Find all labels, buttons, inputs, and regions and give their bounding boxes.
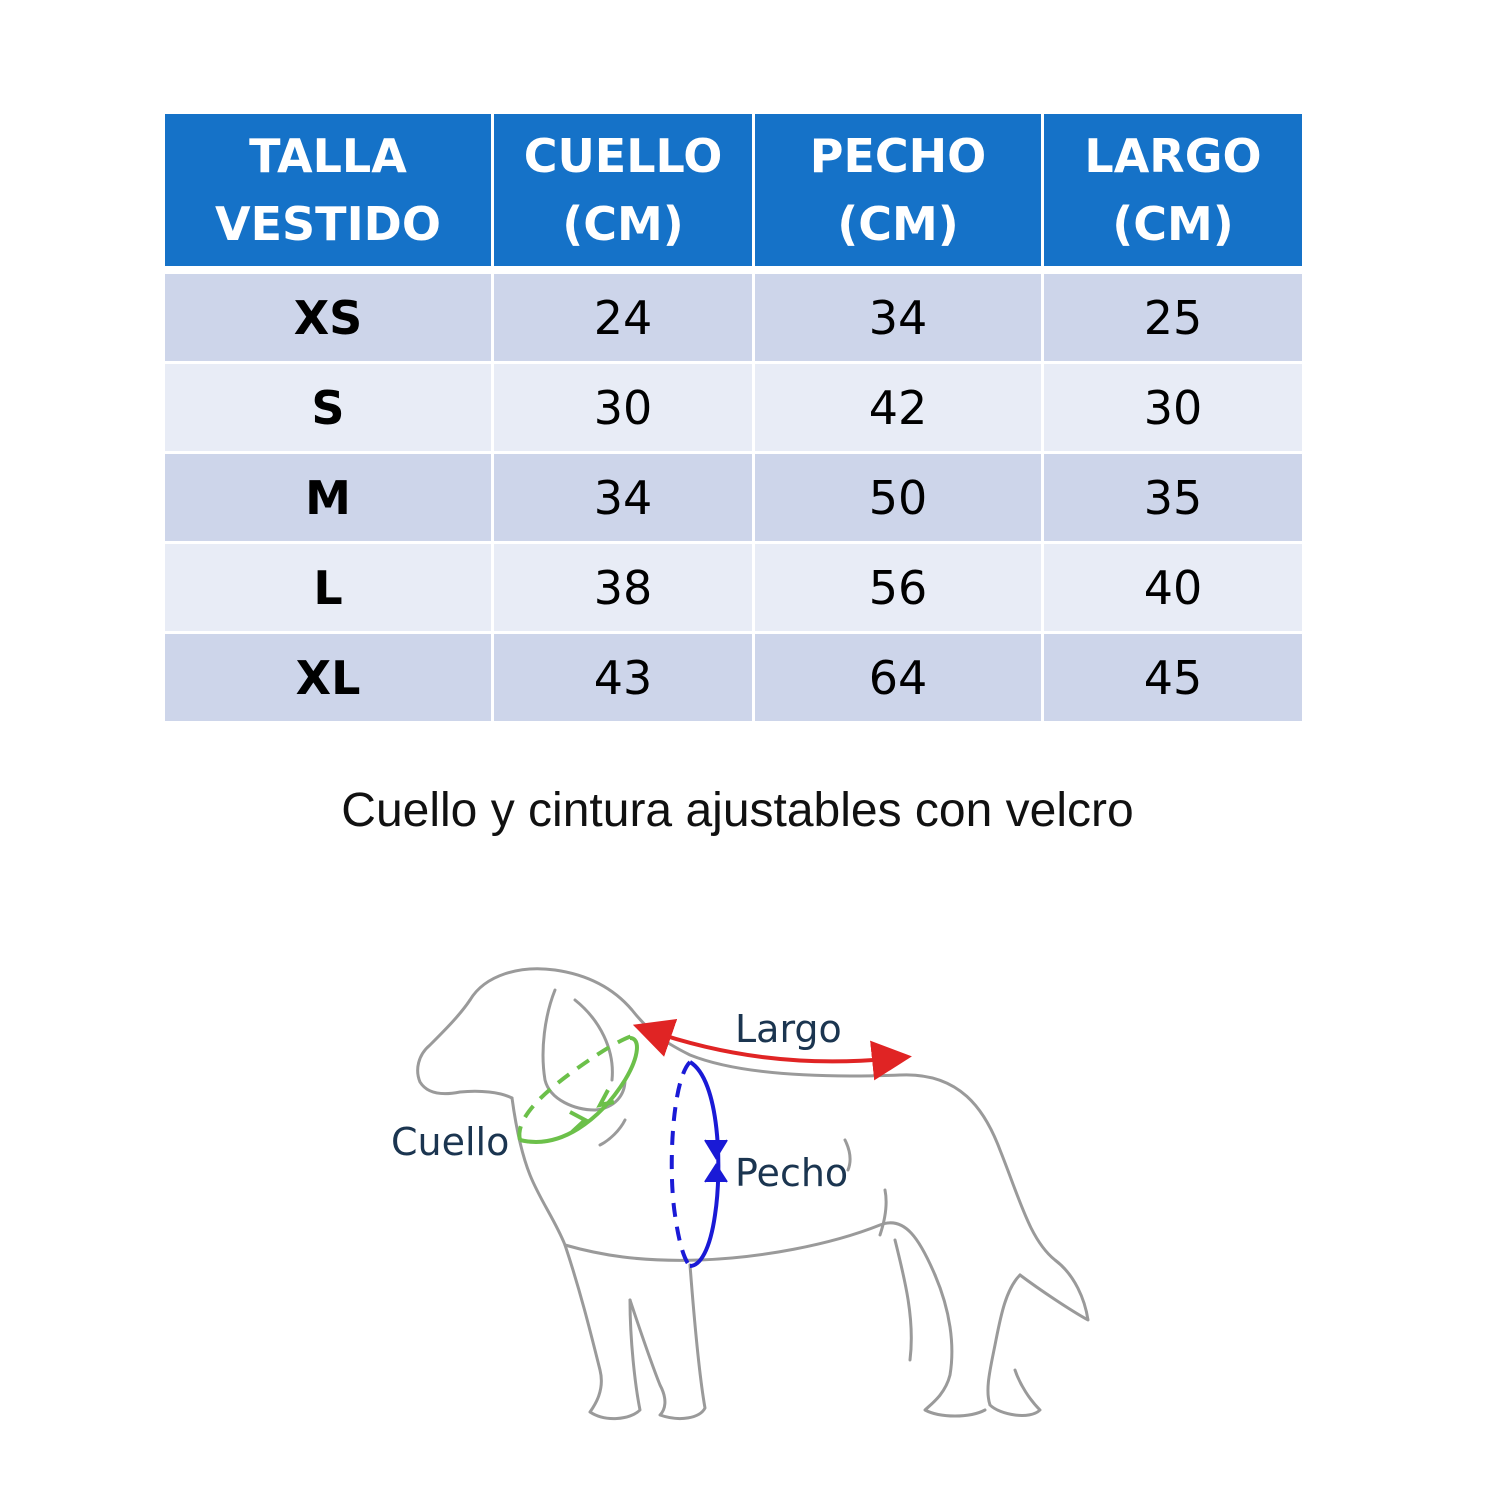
cuello-cell: 43 <box>494 634 752 721</box>
size-cell: XL <box>165 634 491 721</box>
size-cell: M <box>165 454 491 541</box>
pecho-cell: 34 <box>755 274 1041 361</box>
cuello-cell: 34 <box>494 454 752 541</box>
largo-cell: 40 <box>1044 544 1302 631</box>
pecho-cell: 56 <box>755 544 1041 631</box>
velcro-note: Cuello y cintura ajustables con velcro <box>341 784 1134 837</box>
pecho-label: Pecho <box>735 1151 849 1195</box>
largo-cell: 30 <box>1044 364 1302 451</box>
pecho-cell: 50 <box>755 454 1041 541</box>
header-pecho: PECHO (CM) <box>755 114 1041 266</box>
header-cuello: CUELLO (CM) <box>494 114 752 266</box>
largo-cell: 35 <box>1044 454 1302 541</box>
header-talla: TALLA VESTIDO <box>165 114 491 266</box>
largo-label: Largo <box>735 1007 842 1051</box>
header-largo: LARGO (CM) <box>1044 114 1302 266</box>
cuello-cell: 30 <box>494 364 752 451</box>
largo-cell: 45 <box>1044 634 1302 721</box>
cuello-label: Cuello <box>391 1120 510 1164</box>
cuello-cell: 38 <box>494 544 752 631</box>
cuello-arrow-icon <box>519 1036 637 1142</box>
size-cell: XS <box>165 274 491 361</box>
pecho-cell: 42 <box>755 364 1041 451</box>
largo-cell: 25 <box>1044 274 1302 361</box>
cuello-cell: 24 <box>494 274 752 361</box>
pecho-cell: 64 <box>755 634 1041 721</box>
pecho-arrow-icon <box>672 1062 727 1266</box>
size-cell: S <box>165 364 491 451</box>
size-cell: L <box>165 544 491 631</box>
